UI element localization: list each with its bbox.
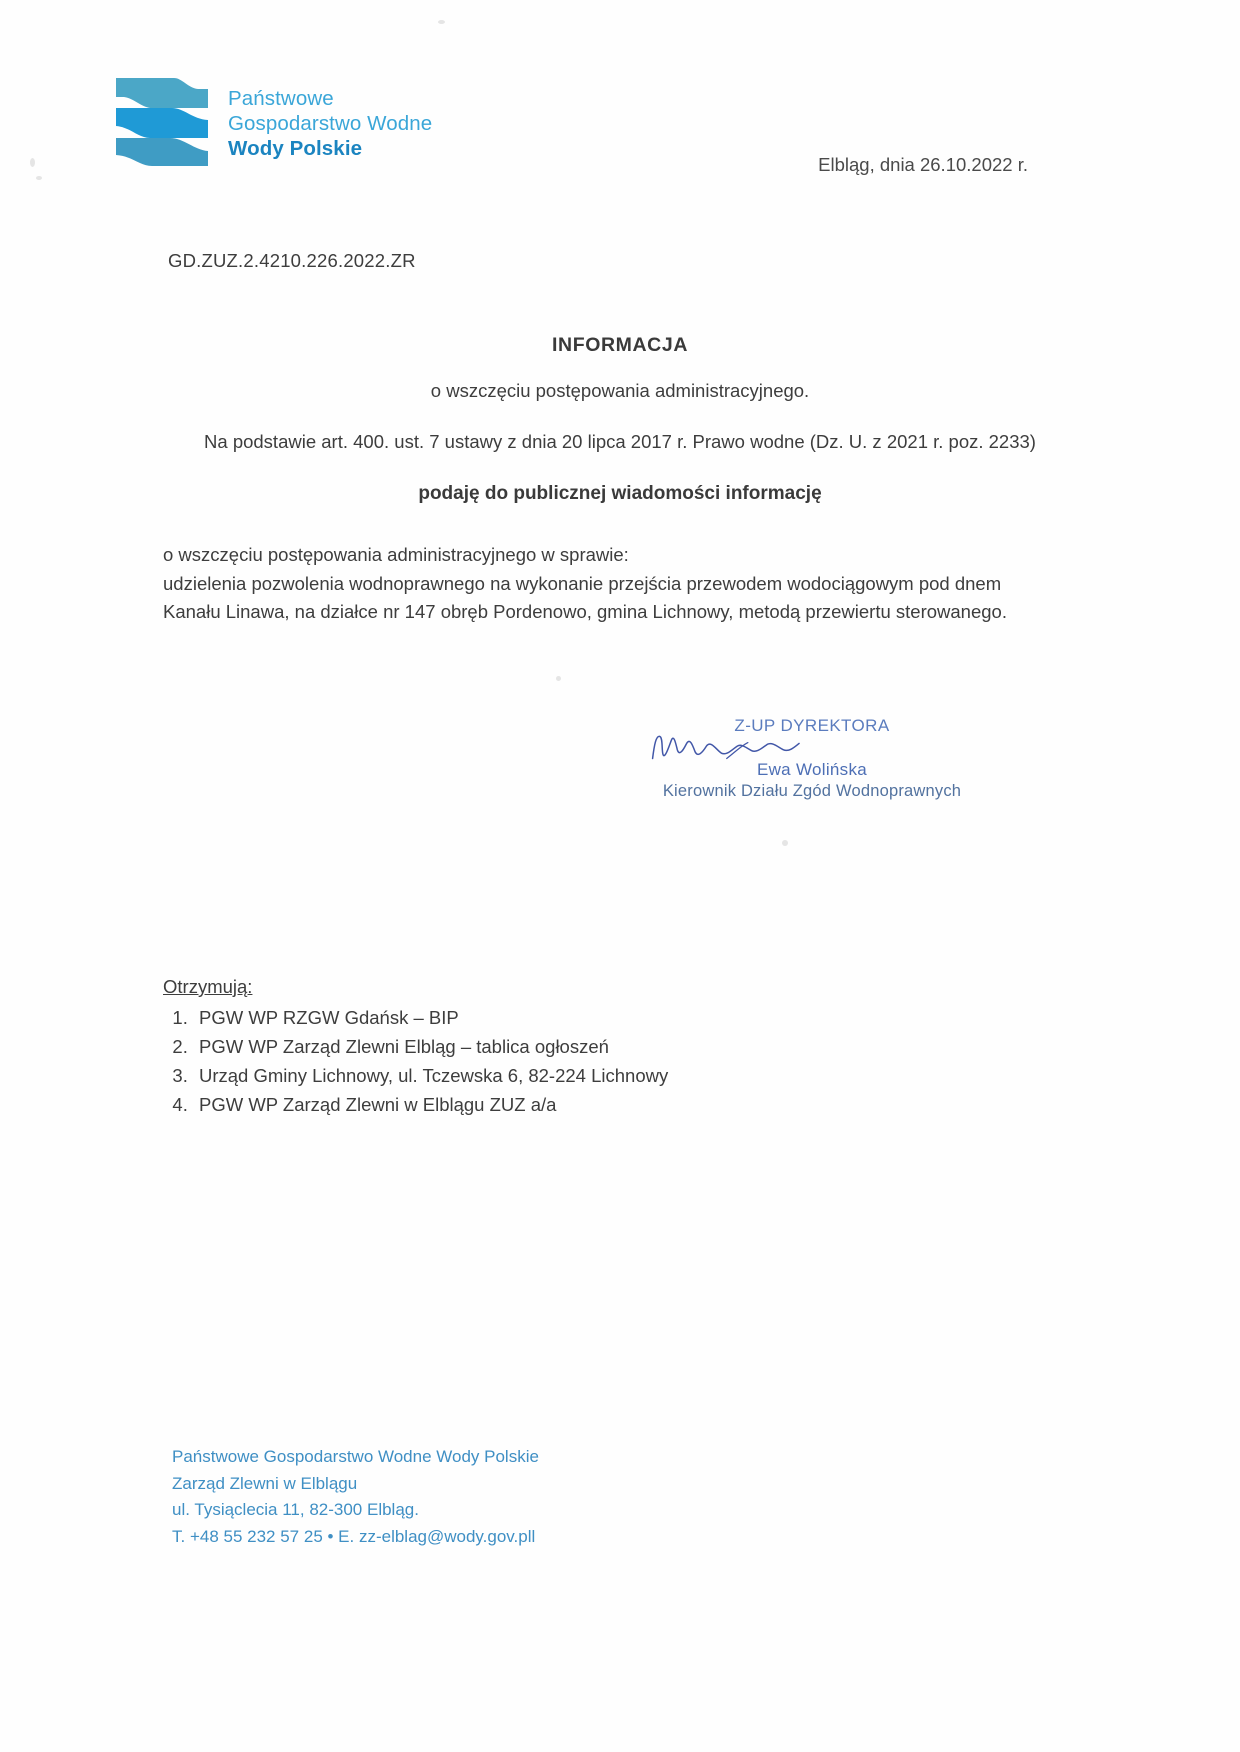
organization-logo xyxy=(112,72,432,168)
logo-line-3: Wody Polskie xyxy=(228,137,363,160)
page-title: INFORMACJA xyxy=(552,334,688,356)
list-item: 4. PGW WP Zarząd Zlewni w Elblągu ZUZ a/a xyxy=(193,1090,923,1119)
document-subtitle: o wszczęciu postępowania administracyjnego. xyxy=(430,380,810,401)
document-header xyxy=(0,72,1240,192)
signature-name: Ewa Wolińska xyxy=(756,760,868,779)
scan-artifact xyxy=(556,676,561,681)
footer-line-1: Państwowe Gospodarstwo Wodne Wody Polskie xyxy=(172,1447,539,1466)
reference-number: GD.ZUZ.2.4210.226.2022.ZR xyxy=(168,250,416,271)
signature-role-prefix: Z-UP DYREKTORA xyxy=(734,716,890,735)
footer-line-4: T. +48 55 232 57 25 • E. zz-elblag@wody.gov.pll xyxy=(172,1526,536,1546)
scan-artifact xyxy=(438,20,445,24)
recipients-list xyxy=(163,1003,923,1119)
signature-title: Kierownik Działu Zgód Wodnoprawnych xyxy=(662,782,962,800)
recipients-heading: Otrzymują: xyxy=(163,976,253,997)
body-line-3: Kanału Linawa, na działce nr 147 obręb Pordenowo, gmina Lichnowy, metodą przewiertu sterowanego. xyxy=(163,601,1007,622)
logo-line-2: Gospodarstwo Wodne xyxy=(228,112,433,135)
footer-line-3: ul. Tysiąclecia 11, 82-300 Elbląg. xyxy=(172,1500,419,1519)
document-footer xyxy=(172,1444,539,1550)
recipients-block xyxy=(163,972,923,1119)
declaration-text: podaję do publicznej wiadomości informację xyxy=(418,483,822,504)
document-date: Elbląg, dnia 26.10.2022 r. xyxy=(818,154,1028,175)
list-item: 1. PGW WP RZGW Gdańsk – BIP xyxy=(193,1003,923,1032)
body-line-2: udzielenia pozwolenia wodnoprawnego na wykonanie przejścia przewodem wodociągowym pod dnem xyxy=(163,572,1002,594)
list-item: 3. Urząd Gminy Lichnowy, ul. Tczewska 6, 82-224 Lichnowy xyxy=(193,1061,923,1090)
legal-basis-text: Na podstawie art. 400. ust. 7 ustawy z dnia 20 lipca 2017 r. Prawo wodne (Dz. U. z 2021 r. poz. 2233) xyxy=(204,431,1036,452)
handwritten-signature-icon xyxy=(642,732,818,762)
scan-artifact xyxy=(782,840,788,846)
document-body xyxy=(163,541,1063,627)
footer-line-2: Zarząd Zlewni w Elblągu xyxy=(172,1473,358,1493)
list-item: 2. PGW WP Zarząd Zlewni Elbląg – tablica ogłoszeń xyxy=(193,1032,923,1061)
body-line-1: o wszczęciu postępowania administracyjnego w sprawie: xyxy=(163,544,629,565)
wave-logo-icon xyxy=(112,72,212,168)
logo-line-1: Państwowe xyxy=(228,87,334,110)
logo-wordmark xyxy=(228,72,432,161)
signature-block xyxy=(642,716,982,801)
